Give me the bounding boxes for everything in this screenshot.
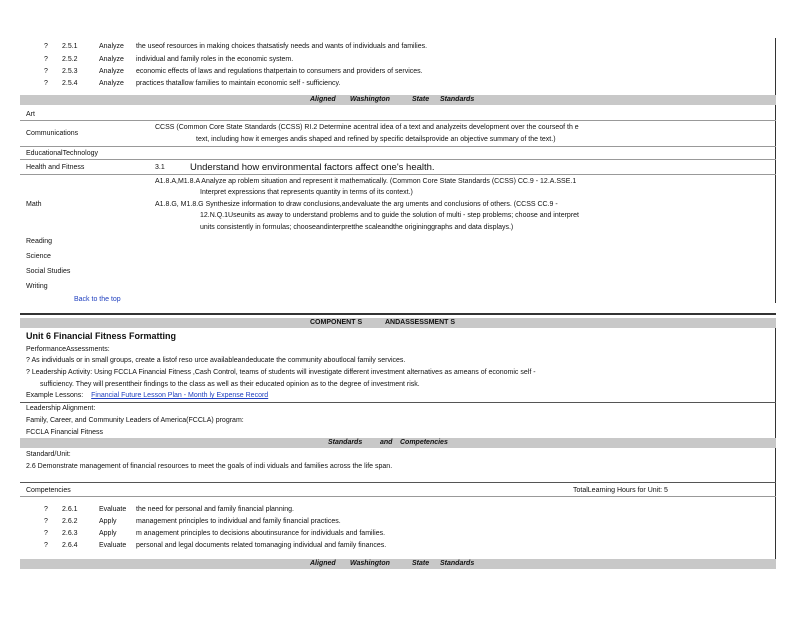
aligned-standards-band-bottom: Aligned Washington State Standards [20,559,776,569]
math-standard-b-line3: units consistently in formulas; chooseandinterpretthe scaleandthe origininggraphs and data displays.) [200,224,514,231]
divider [20,174,776,175]
subject-communications: Communications [26,130,79,137]
standard-unit-text: 2.6 Demonstrate management of financial resources to meet the goals of indi viduals and families across the life span. [26,463,393,470]
leadership-line1: Family, Career, and Community Leaders of America(FCCLA) program: [26,417,244,424]
list-item: ? 2.5.3 Analyze economic effects of laws and regulations thatpertain to consumers and providers of services. [44,68,423,75]
math-standard-b-line1: A1.8.G, M1.8.G Synthesize information to draw conclusions,andevaluate the arg uments and conclusions of others. (CCSS CC.9 - [155,201,558,208]
total-learning-hours: TotalLearning Hours for Unit: 5 [573,487,668,494]
aligned-standards-band: Aligned Washington State Standards [20,95,776,105]
back-to-top-link[interactable]: Back to the top [74,296,121,303]
divider [20,146,776,147]
subject-reading: Reading [26,238,53,245]
divider [20,120,776,121]
competencies-label: Competencies [26,487,71,494]
divider [20,482,776,483]
example-lessons [26,392,268,399]
right-border-bottom [775,328,776,568]
performance-item-2-line2: sufficiency. They will presenttheir findings to the class as well as their educated opinion as to the degree of investment risk. [40,381,420,388]
divider [20,496,776,497]
health-standard-text: Understand how environmental factors affect one's health. [190,162,435,173]
divider [20,313,776,315]
standards-competencies-band: Standards and Competencies [20,438,776,448]
divider [20,159,776,160]
math-standard-a-line2: Interpret expressions that represents quantity in terms of its context.) [200,189,413,196]
components-assessments-band: COMPONENT S ANDASSESSMENT S [20,318,776,328]
leadership-line2: FCCLA Financial Fitness [26,429,104,436]
leadership-alignment-label: Leadership Alignment: [26,405,96,412]
subject-art: Art [26,111,35,118]
performance-item-1: ? As individuals or in small groups, create a listof reso urce availableandeducate the community aboutlocal family services. [26,357,406,364]
list-item: ? 2.6.2 Apply management principles to individual and family financial practices. [44,518,341,525]
subject-educational-technology: EducationalTechnology [26,150,98,157]
communications-standard-line2: text, including how it emerges andis shaped and refined by specific detailsprovide an objective summary of the text.) [196,136,556,143]
performance-item-2-line1: ? Leadership Activity: Using FCCLA Financial Fitness ,Cash Control, teams of students will investigate different investment alternatives as ameans of economic self - [26,369,536,376]
subject-math: Math [26,201,42,208]
math-standard-a-line1: A1.8.A,M1.8.A Analyze ap roblem situation and represent it mathematically. (Common Core State Standards (CCSS) CC.9 - 12.A.SSE.1 [155,178,577,185]
example-lessons-label: Example Lessons: [26,392,84,399]
math-standard-b-line2: 12.N.Q.1Useunits as away to understand problems and to guide the solution of multi - step problems; choose and interpret [200,212,579,219]
list-item: ? 2.5.1 Analyze the useof resources in making choices thatsatisfy needs and wants of individuals and families. [44,43,428,50]
divider [20,402,776,403]
subject-writing: Writing [26,283,48,290]
communications-standard-line1: CCSS (Common Core State Standards (CCSS) RI.2 Determine acentral idea of a text and analyzeits development over the courseof th e [155,124,579,131]
list-item: ? 2.5.2 Analyze individual and family roles in the economic system. [44,56,294,63]
list-item: ? 2.5.4 Analyze practices thatallow families to maintain economic self - sufficiency. [44,80,341,87]
list-item: ? 2.6.1 Evaluate the need for personal and family financial planning. [44,506,294,513]
standard-unit-label: Standard/Unit: [26,451,71,458]
health-standard-number: 3.1 [155,164,165,171]
right-border-top [775,38,776,303]
unit-title: Unit 6 Financial Fitness Formatting [26,331,177,341]
subject-social-studies: Social Studies [26,268,71,275]
list-item: ? 2.6.4 Evaluate personal and legal documents related tomanaging individual and family finances. [44,542,387,549]
financial-future-lesson-link[interactable]: Financial Future Lesson Plan - Month ly Expense Record [91,392,269,399]
subject-science: Science [26,253,51,260]
subject-health: Health and Fitness [26,164,85,171]
performance-assessments-label: PerformanceAssessments: [26,346,110,353]
list-item: ? 2.6.3 Apply m anagement principles to decisions aboutinsurance for individuals and families. [44,530,386,537]
